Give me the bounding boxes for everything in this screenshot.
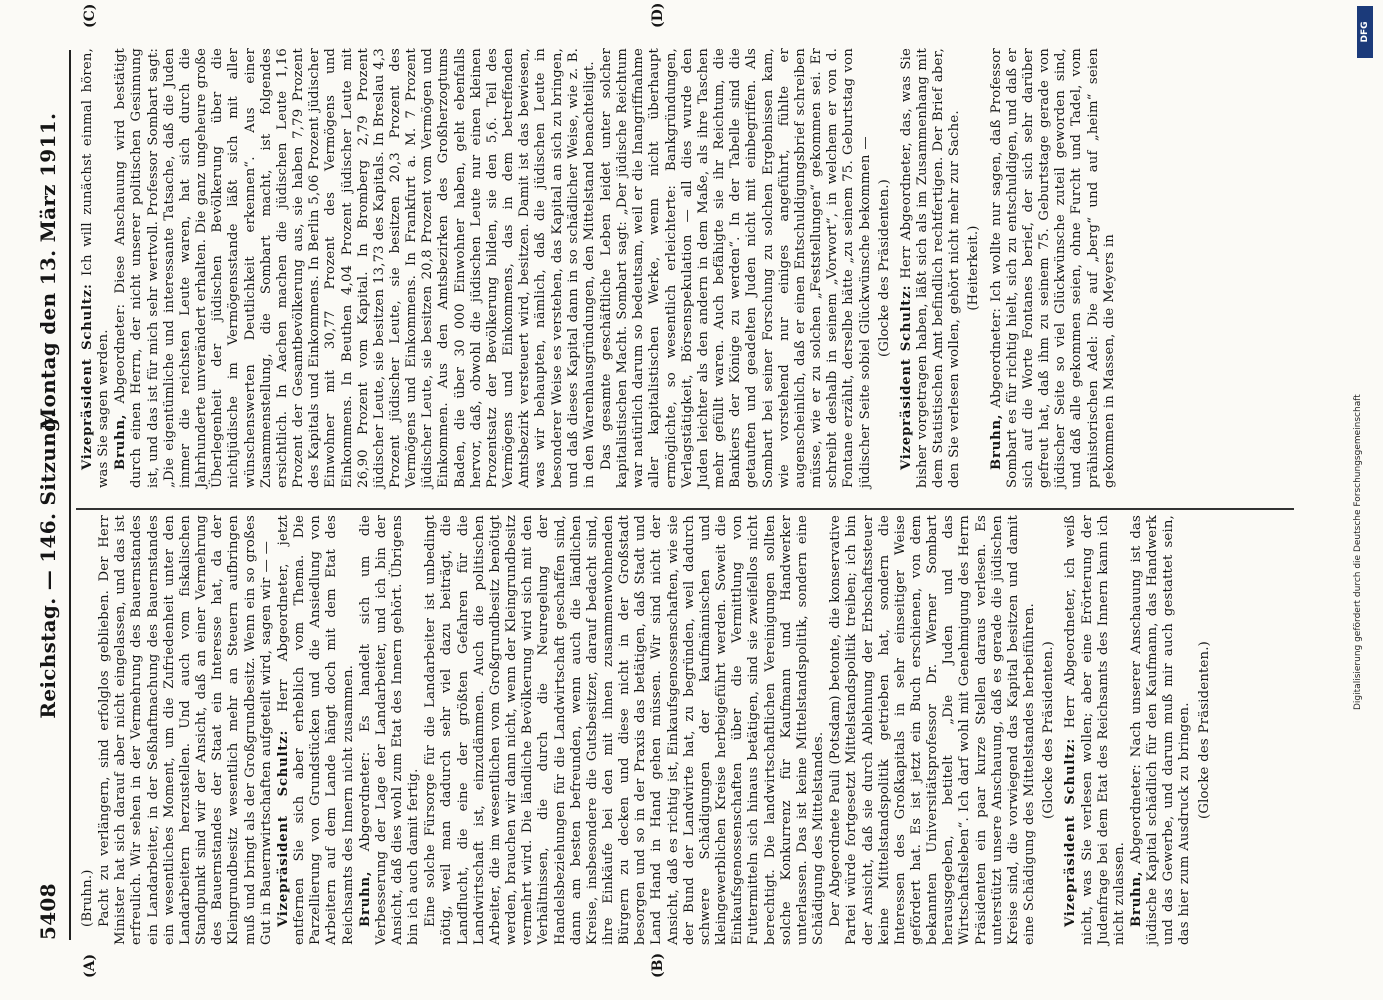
speaker-name: Vizepräsident Schultz:: [80, 283, 95, 470]
paragraph-text: Herr Abgeordneter, ich weiß nicht, was Sie verlesen wollen; aber eine Erörterung der Judenfrage bei dem Etat des Reichsamts des Innern kann ich nicht zulassen.: [1063, 515, 1127, 945]
paragraph: [97, 515, 275, 945]
speaker-name: Vizepräsident Schultz:: [1063, 738, 1079, 927]
credit-text: Digitalisierung gefördert durch die Deutsche Forschungsgemeinschaft: [1353, 394, 1363, 710]
speaker-name: Bruhn,: [1129, 870, 1144, 927]
left-text-column: [80, 515, 1219, 945]
paragraph-text: (Heiterkeit.): [966, 225, 982, 311]
speaker-name: Bruhn,: [357, 870, 373, 927]
session-title: Reichstag. — 146. Sitzung.: [36, 410, 60, 719]
column-divider: [76, 508, 1294, 510]
paragraph-text: (Bruhn.): [80, 869, 95, 927]
session-date: Montag den 13. März 1911.: [36, 112, 60, 430]
paragraph-text: Abgeordneter: Es handelt sich um die Verbesserung der Lage der Landarbeiter, und ich bin der Ansicht, daß dies wohl zum Etat des Innern gehört. Übrigens bin ich auch damit fertig.: [357, 515, 422, 945]
paragraph: [80, 515, 96, 945]
stage-direction: [1041, 515, 1057, 945]
paragraph: [113, 48, 598, 488]
paragraph: [358, 515, 423, 945]
paragraph: [599, 48, 874, 488]
right-page-header: [36, 113, 60, 430]
paragraph-text: (Glocke des Präsidenten.): [1196, 641, 1212, 819]
paragraph: [1063, 515, 1128, 945]
speaker-name: Vizepräsident Schultz:: [898, 284, 914, 470]
margin-mark-d: (D): [650, 2, 666, 28]
paragraph: [989, 48, 1118, 488]
paragraph-text: Pacht zu verlängern, sind erfolglos geblieben. Der Herr Minister hat sich darauf aber nicht eingelassen, und das ist erfreulich. Wir sehen in der Vermehrung des Bauernstandes ein Landarbeiter, in der Seßhaftmachung des Bauernstandes ein wesentliches Moment, um die Zufriedenheit unter den Landarbeitern herzustellen. Und auch vom fiskalischen Standpunkt sind wir der Ansicht, daß an einer Vermehrung des Bauernstandes der Staat ein Interesse hat, da der Kleingrundbesitz wesentlich mehr an Steuern aufbringen muß und bringt als der Großgrundbesitz. Wenn ein so großes Gut in Bauernwirtschaften aufgeteilt wird, sagen wir — —: [97, 515, 274, 945]
header-rule: [69, 50, 71, 940]
paragraph-text: (Glocke des Präsidenten.): [1041, 641, 1057, 819]
paragraph-text: Ich will zunächst einmal hören, was Sie sagen werden.: [80, 47, 112, 488]
margin-mark-b: (B): [650, 952, 666, 978]
stage-direction: [1197, 515, 1213, 945]
margin-mark-a: (A): [82, 953, 98, 978]
stage-direction: [966, 48, 982, 488]
page-number: 5408: [36, 883, 60, 940]
paragraph: [423, 515, 827, 945]
paragraph: [899, 48, 964, 488]
margin-mark-c: (C): [82, 3, 98, 28]
paragraph-text: Herr Abgeordneter, das, was Sie bisher vorgetragen haben, läßt sich als im Zusammenhang mit dem Statistischen Amt befindlich rechtfertigen. Der Brief aber, den Sie verlesen wollen, gehört nicht mehr zur Sache.: [898, 48, 963, 488]
paragraph: [276, 515, 357, 945]
dfg-logo-text: DFG: [1360, 21, 1370, 43]
paragraph: [1129, 515, 1194, 945]
paragraph-text: Abgeordneter: Ich wollte nur sagen, daß Professor Sombart es für richtig hielt, sich zu entschuldigen, und daß er sich auf die Worte Fontanes berief, der sich sehr darüber gefreut hat, daß ihm zu seinem 75. Geburtstage gerade von jüdischer Seite so viel Glückwünsche zuteil geworden sind, und daß alle gekommen seien, ohne Furcht und Tadel, vom prähistorischen Adel: Die auf „berg“ und auf „heim“ seien gekommen in Massen, die Meyers in: [988, 48, 1117, 488]
left-page-header: [36, 410, 60, 940]
speaker-name: Bruhn,: [113, 413, 129, 470]
paragraph-text: Der Abgeordnete Pauli (Potsdam) betonte, die konservative Partei würde fortgesetzt Mittelstandspolitik treiben; ich bin der Ansicht, daß sie durch Ablehnung der Erbschaftssteuer keine Mittelstandspolitik getrieben hat, sondern die Interessen des Großkapitals in sehr einseitiger Weise gefördert hat. Es ist jetzt ein Buch erschienen, von dem bekannten Universitätsprofessor Dr. Werner Sombart herausgegeben, betitelt „Die Juden und das Wirtschaftsleben“. Ich darf wohl mit Genehmigung des Herrn Präsidenten ein paar kurze Stellen daraus verlesen. Es unterstützt unsere Anschauung, daß es gerade die jüdischen Kreise sind, die vorwiegend das Kapital besitzen und damit eine Schädigung des Mittelstandes herbeiführen.: [828, 515, 1038, 945]
paragraph-text: Das gesamte geschäftliche Leben leidet unter solcher kapitalistischen Macht. Sombart sagt: „Der jüdische Reichtum war natürlich darum so bedeutsam, weil er die Inangriffnahme aller kapitalistischen Werke, wenn nicht überhaupt ermöglichte, so wesentlich erleichterte: Bankgründungen, Verlagstätigkeit, Börsenspekulation — all dies wurde den Juden leichter als den andern in dem Maße, als ihre Taschen mehr gefüllt waren. Auch befähigte sie ihr Reichtum, die Bankiers der Könige zu werden“. In der Tabelle sind die getauften und geadelten Juden nicht mit einbegriffen. Als Sombart bei seiner Forschung zu solchen Ergebnissen kam, wie vorstehend nur einiges angeführt, fühlte er augenscheinlich, daß er einen Entschuldigungsbrief schreiben müsse, wie er zu solchen „Feststellungen“ gekommen sei. Er schreibt deshalb in seinem „Vorwort“, in welchem er von d. Fontane erzählt, derselbe hätte „zu seinem 75. Geburtstag von jüdischer Seite sobiel Glückwünsche bekommen —: [599, 48, 873, 488]
right-text-column: [80, 48, 1119, 488]
digitization-credit: [1353, 20, 1375, 710]
paragraph-text: Eine solche Fürsorge für die Landarbeiter ist unbedingt nötig, weil man dadurch sehr viel dazu beiträgt, die Landflucht, die eine der größten Gefahren für die Landwirtschaft ist, einzudämmen. Auch die politischen Arbeiter, die im wesentlichen vom Großgrundbesitz benötigt werden, brauchen wir dann nicht, wenn der Kleingrundbesitz vermehrt wird. Die ländliche Bevölkerung wird sich mit den Verhältnissen, die durch die Neuregelung der Handelsbeziehungen für die Landwirtschaft geschaffen sind, dann am besten befreunden, wenn auch die ländlichen Kreise, insbesondere die Gutsbesitzer, darauf bedacht sind, ihre Einkäufe bei den mit ihnen zusammenwohnenden Bürgern zu decken und diese nicht in der Großstadt besorgen und so in der Praxis das betätigen, daß Stadt und Land Hand in Hand gehen müssen. Wir sind nicht der Ansicht, daß es richtig ist, Einkaufsgenossenschaften, wie sie der Bund der Landwirte hat, zu begründen, weil dadurch schwere Schädigungen der kaufmännischen und kleingewerblichen Kreise herbeigeführt werden. Soweit die Einkaufsgenossenschaften über die Vermittlung von Futtermitteln sich hinaus betätigen, sind sie zweifellos nicht berechtigt. Die landwirtschaftlichen Vereinigungen sollten solche Konkurrenz für Kaufmann und Handwerker unterlassen. Das ist keine Mittelstandspolitik, sondern eine Schädigung des Mittelstandes.: [423, 515, 827, 945]
speaker-name: Bruhn,: [988, 413, 1004, 470]
paragraph-text: Abgeordneter: Nach unserer Anschauung ist das jüdische Kapital schädlich für den Kaufmann, das Handwerk und das Gewerbe, und darum muß mir auch gestattet sein, das hier zum Ausdruck zu bringen.: [1129, 514, 1193, 945]
paragraph: [80, 48, 112, 488]
paragraph-text: (Glocke des Präsidenten.): [876, 179, 892, 357]
stage-direction: [877, 48, 893, 488]
paragraph-text: Herr Abgeordneter, jetzt entfernen Sie sich aber erheblich vom Thema. Die Parzellierung von Grundstücken und die Ansiedlung von Arbeitern auf dem Lande hängt doch mit dem Etat des Reichsamts des Innern nicht zusammen.: [275, 514, 356, 945]
paragraph-text: Abgeordneter: Diese Anschauung wird bestätigt durch einen Herrn, der nicht unserer politischen Gesinnung ist, und das ist für mich sehr wertvoll. Professor Sombart sagt: „Die eigentümliche und interessante Tatsache, daß die Juden immer die reichsten Leute waren, hat sich durch die Jahrhunderte unverändert erhalten. Die ganz ungeheure große Überlegenheit der jüdischen Bevölkerung über die nichtjüdische im Vermögensstande läßt sich mit aller wünschenswerten Deutlichkeit erkennen“. Aus einer Zusammenstellung, die Sombart macht, ist folgendes ersichtlich. In Aachen machen die jüdischen Leute 1,16 Prozent der Gesamtbevölkerung aus, sie haben 7,79 Prozent des Kapitals und Einkommens. In Berlin 5,06 Prozent jüdischer Einwohner mit 30,77 Prozent des Vermögens und Einkommens. In Beuthen 4,04 Prozent jüdischer Leute mit 26,90 Prozent vom Kapital. In Bromberg 2,79 Prozent jüdischer Leute, sie besitzen 13,73 des Kapitals. In Breslau 4,3 Prozent jüdischer Leute, sie besitzen 20,3 Prozent des Vermögens und Einkommens. In Frankfurt a. M. 7 Prozent jüdischer Leute, sie besitzen 20,8 Prozent vom Vermögen und Einkommen. Aus den Amtsbezirken des Großherzogtums Baden, die über 30 000 Einwohner haben, geht ebenfalls hervor, daß, obwohl die jüdischen Leute nur einen kleinen Prozentsatz der Bevölkerung bilden, sie den 5,6. Teil des Vermögens und Einkommens, das in dem betreffenden Amtsbezirk versteuert wird, besitzen. Damit ist das bewiesen, was wir behaupten, nämlich, daß die jüdischen Leute in besonderer Weise es verstehen, das Kapital an sich zu bringen, und daß dieses Kapital dann in so schädlicher Weise, wie z. B. in den Warenhausgründungen, den Mittelstand benachteiligt.: [113, 47, 597, 488]
paragraph: [828, 515, 1038, 945]
speaker-name: Vizepräsident Schultz:: [275, 729, 291, 927]
page-header: [36, 40, 68, 960]
